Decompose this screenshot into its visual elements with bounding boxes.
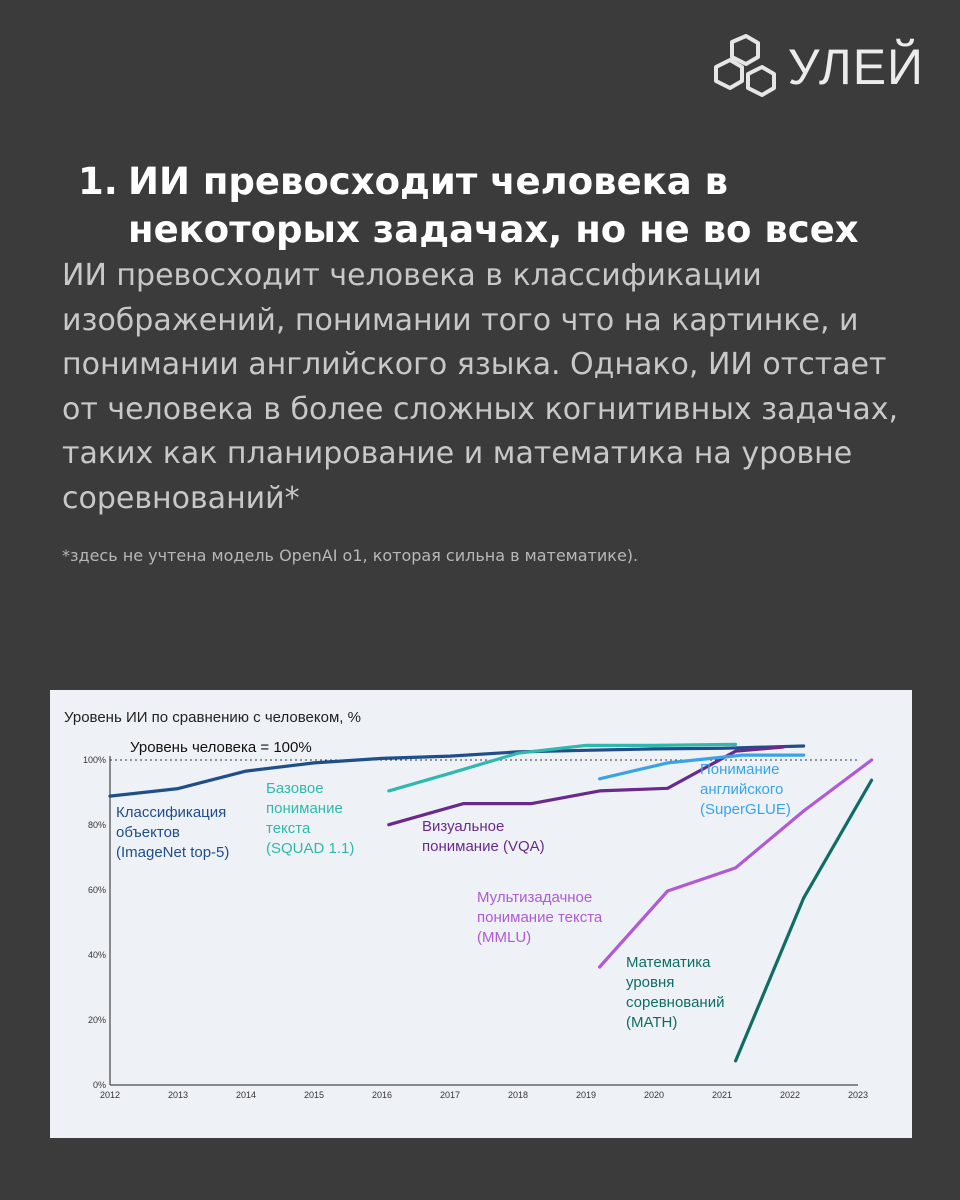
headline-line-2: некоторых задачах, но не во всех [128,208,859,251]
page-title [78,158,918,254]
y-tick-label: 0% [92,1080,106,1090]
series-label-vqa: Визуальное понимание (VQA) [422,818,545,855]
x-tick-label: 2012 [99,1090,121,1100]
y-tick-labels [83,755,106,1090]
y-tick-label: 100% [82,755,106,765]
series-label-superglue: Понимание английского (SuperGLUE) [700,761,791,818]
brand-logo [710,34,924,100]
series-line-math [736,780,872,1061]
chart-card [50,690,912,1138]
x-tick-label: 2018 [507,1090,529,1100]
footnote: *здесь не учтена модель OpenAI o1, которая сильна в математике). [62,546,639,565]
series-label-imagenet: Классификация объектов (ImageNet top-5) [116,804,230,861]
chart-title: Уровень ИИ по сравнению с человеком, % [64,709,361,726]
x-tick-label: 2013 [167,1090,189,1100]
series-labels [116,761,791,1031]
headline-line-1: ИИ превосходит человека в [128,160,729,203]
x-tick-label: 2021 [711,1090,733,1100]
series-label-math: Математика уровня соревнований (MATH) [626,954,725,1031]
x-tick-label: 2017 [439,1090,461,1100]
y-tick-label: 80% [87,820,106,830]
y-tick-label: 60% [87,885,106,895]
human-level-label: Уровень человека = 100% [130,739,312,756]
headline-number: 1. [78,160,118,203]
x-tick-label: 2023 [847,1090,869,1100]
x-tick-label: 2019 [575,1090,597,1100]
x-tick-label: 2020 [643,1090,665,1100]
ai-vs-human-chart [50,690,912,1138]
series-label-mmlu: Мультизадачное понимание текста (MMLU) [477,889,603,946]
x-tick-label: 2015 [303,1090,325,1100]
series-label-squad: Базовое понимание текста (SQUAD 1.1) [266,780,355,857]
x-tick-label: 2022 [779,1090,801,1100]
y-tick-label: 20% [87,1015,106,1025]
x-tick-label: 2014 [235,1090,257,1100]
y-tick-label: 40% [87,950,106,960]
brand-name: УЛЕЙ [787,39,924,95]
lead-paragraph: ИИ превосходит человека в классификации изображений, понимании того что на картинке, и понимании английского языка. Однако, ИИ отстает от человека в более сложных когнитивных задачах, таких как планирование и математика на уровне соревнований* [62,258,899,516]
x-tick-label: 2016 [371,1090,393,1100]
honeycomb-icon [710,34,780,100]
x-tick-labels [100,1090,868,1100]
